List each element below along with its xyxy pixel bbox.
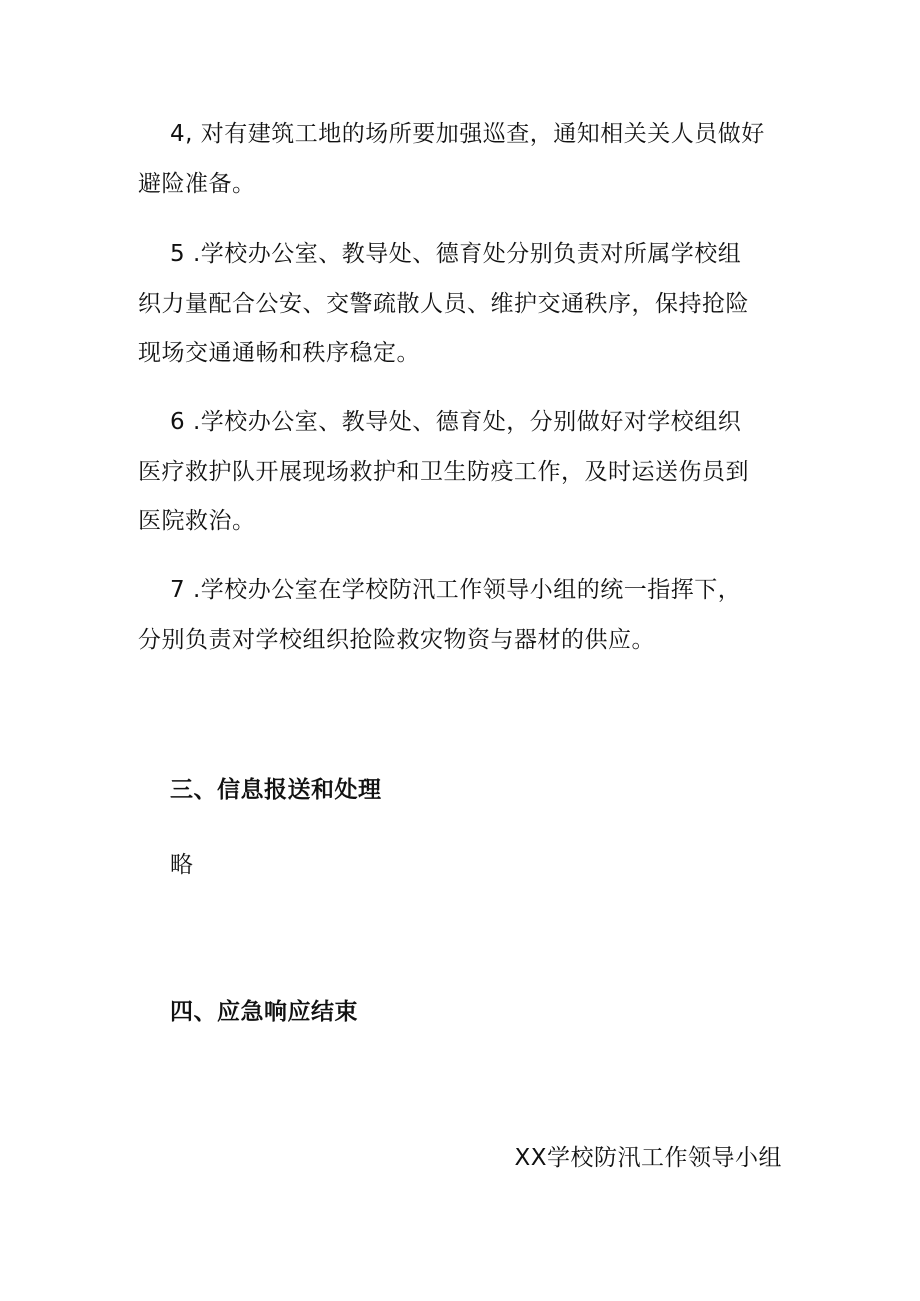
item-6-line-3: 医院救治。 <box>138 508 256 534</box>
item-5-line-1: 5 .学校办公室、教导处、德育处分别负责对所属学校组 <box>170 241 742 267</box>
item-6-line-2: 医疗救护队开展现场救护和卫生防疫工作，及时运送伤员到 <box>138 459 749 485</box>
item-5-line-2: 织力量配合公安、交警疏散人员、维护交通秩序，保持抢险 <box>138 291 749 317</box>
signature: XX学校防汛工作领导小组 <box>514 1145 782 1171</box>
item-4-line-1: 4, 对有建筑工地的场所要加强巡查，通知相关关人员做好 <box>170 121 765 147</box>
item-7-line-1: 7 .学校办公室在学校防汛工作领导小组的统一指挥下， <box>170 577 742 603</box>
item-5-line-3: 现场交通通畅和秩序稳定。 <box>138 340 420 366</box>
item-6-line-1: 6 .学校办公室、教导处、德育处，分别做好对学校组织 <box>170 409 742 435</box>
item-7-line-2: 分别负责对学校组织抢险救灾物资与器材的供应。 <box>138 627 655 653</box>
section-3-body: 略 <box>170 852 194 878</box>
section-3-heading: 三、信息报送和处理 <box>170 777 382 803</box>
item-4-line-2: 避险准备。 <box>138 171 256 197</box>
section-4-heading: 四、应急响应结束 <box>170 999 358 1025</box>
